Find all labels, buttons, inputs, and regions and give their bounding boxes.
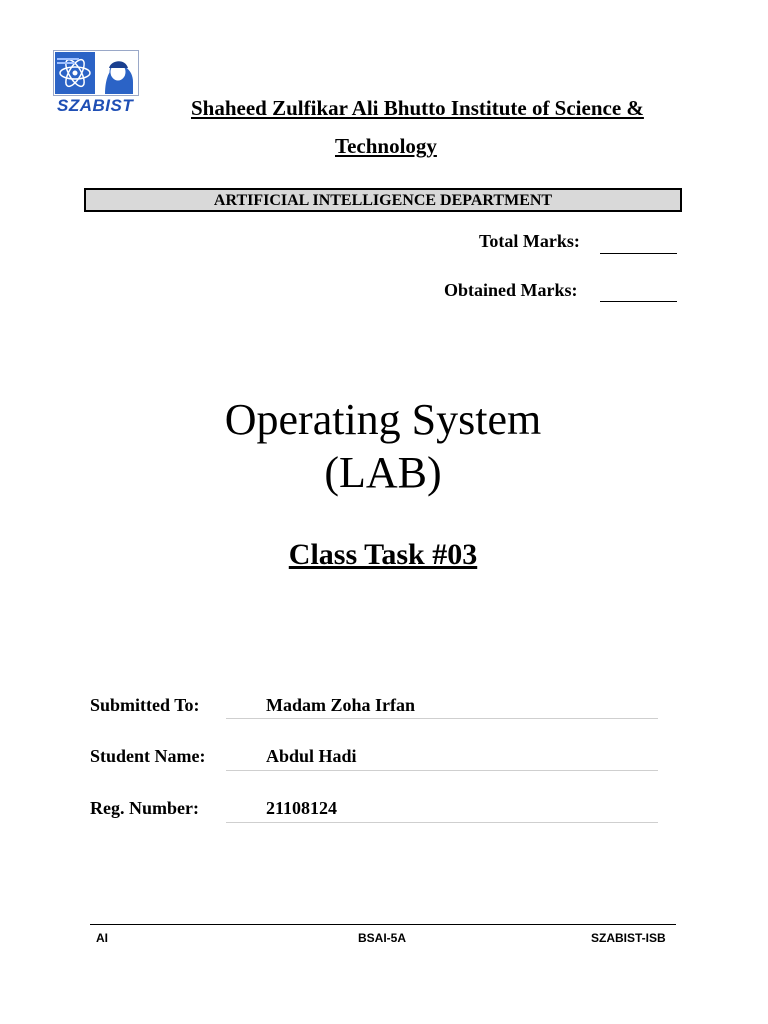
szabist-logo (53, 50, 140, 118)
footer-right: SZABIST-ISB (591, 931, 666, 945)
submitted-to-rule (226, 718, 658, 719)
student-name-rule (226, 770, 658, 771)
student-name-label: Student Name: (90, 746, 206, 766)
submitted-to-label: Submitted To: (90, 695, 200, 715)
obtained-marks-label: Obtained Marks: (444, 280, 578, 300)
footer-rule (90, 924, 676, 925)
reg-number-rule (226, 822, 658, 823)
submitted-to-value: Madam Zoha Irfan (266, 695, 416, 715)
logo-emblem-icon (53, 50, 139, 96)
footer-left: AI (96, 931, 108, 945)
footer-center: BSAI-5A (358, 931, 407, 945)
reg-number-value: 21108124 (266, 798, 338, 818)
student-name-value: Abdul Hadi (266, 746, 357, 766)
obtained-marks-blank (600, 301, 677, 302)
course-subtitle: (LAB) (324, 448, 442, 497)
institute-name-line1: Shaheed Zulfikar Ali Bhutto Institute of Science & (191, 96, 644, 120)
total-marks-blank (600, 253, 677, 254)
institute-name-line2: Technology (335, 134, 437, 158)
department-banner: ARTIFICIAL INTELLIGENCE DEPARTMENT (84, 188, 682, 212)
course-title: Operating System (224, 395, 542, 444)
total-marks-label: Total Marks: (479, 231, 580, 251)
task-title: Class Task #03 (288, 538, 478, 571)
logo-text: SZABIST (57, 96, 134, 115)
reg-number-label: Reg. Number: (90, 798, 199, 818)
